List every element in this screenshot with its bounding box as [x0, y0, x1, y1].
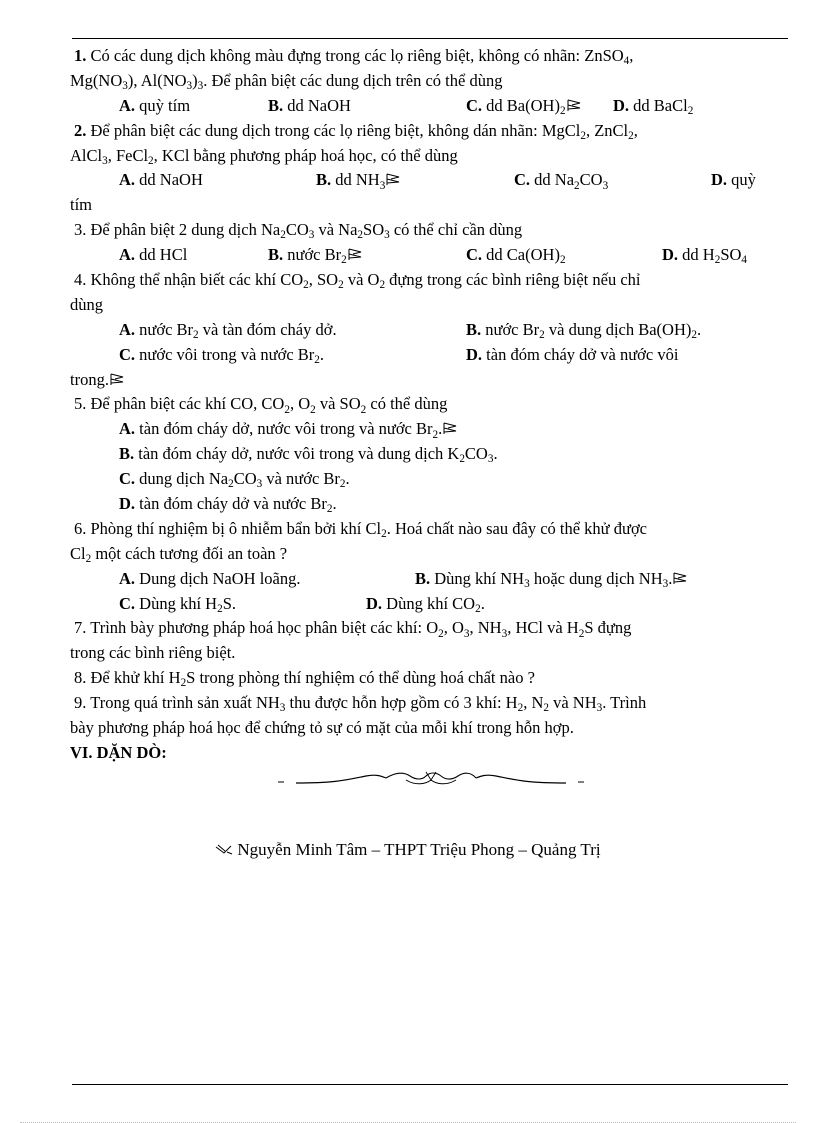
question-3-line-1: 3. Để phân biệt 2 dung dịch $Na_2CO_3$ và $Na_2SO_3$ có thể chỉ cần dùng — [74, 220, 523, 242]
option-a: A. dd HCl — [119, 245, 188, 265]
answer-flag-icon — [110, 373, 125, 386]
question-2-option-d-continued: tím — [70, 195, 93, 215]
question-4-line-1: 4. Không thể nhận biết các khí $CO_2$, $SO_2$ và $O_2$ đựng trong các bình riêng biệt nếu chỉ — [74, 270, 641, 292]
answer-flag-icon — [567, 99, 582, 112]
option-a: A. nước $Br_2$ và tàn đóm cháy dở. — [119, 319, 337, 341]
option-b: B. Dùng khí $NH_3$ hoặc dung dịch $NH_3$. — [415, 567, 688, 592]
question-5-option-b: B. tàn đóm cháy dở, nước vôi trong và dung dịch $K_2CO_3$. — [119, 444, 498, 466]
answer-flag-icon — [673, 572, 688, 585]
question-4-option-d-continued: trong. — [70, 368, 770, 393]
option-b: B. nước $Br_2$ — [268, 243, 363, 268]
option-b: B. nước $Br_2$ và dung dịch $Ba(OH)_2$. — [466, 319, 702, 341]
option-a: A. Dung dịch NaOH loãng. — [119, 568, 301, 588]
answer-flag-icon — [443, 422, 458, 435]
option-a: A. quỳ tím — [119, 95, 191, 115]
option-c: C. dd $Na_2CO_3$ — [514, 170, 609, 192]
question-9-line-1: 9. Trong quá trình sản xuất $NH_3$ thu được hỗn hợp gồm có 3 khí: $H_2$, $N_2$ và $NH_3$. Trình — [74, 693, 647, 715]
question-4-options-cd — [70, 343, 770, 368]
question-4-line-2: dùng — [70, 294, 103, 314]
question-2-line-2: AlCl$_3$, FeCl$_2$, KCl bằng phương pháp hoá học, có thể dùng — [70, 145, 458, 167]
author-text: Nguyễn Minh Tâm – THPT Triệu Phong – Quảng Trị — [237, 840, 601, 859]
document-body — [70, 44, 770, 766]
answer-flag-icon — [386, 173, 401, 186]
question-3-options — [70, 243, 770, 268]
top-rule — [72, 38, 788, 39]
option-c: C. dd $Ba(OH)_2$ — [466, 94, 582, 119]
question-1-line-1: 1. Có các dung dịch không màu đựng trong các lọ riêng biệt, không có nhãn: ZnSO$_4$, — [74, 46, 634, 68]
question-6-options-cd — [70, 592, 770, 617]
bottom-rule — [72, 1084, 788, 1085]
option-d: D. Dùng khí $CO_2$. — [366, 593, 485, 615]
question-8-line-1: 8. Để khử khí $H_2S$ trong phòng thí nghiệm có thể dùng hoá chất nào ? — [74, 668, 535, 690]
option-d: D. tàn đóm cháy dở và nước vôi — [466, 344, 679, 364]
section-heading: VI. DẶN DÒ: — [70, 742, 167, 762]
question-6-line-2: $Cl_2$ một cách tương đối an toàn ? — [70, 543, 288, 565]
question-6-line-1: 6. Phòng thí nghiệm bị ô nhiễm bẩn bởi khí $Cl_2$. Hoá chất nào sau đây có thể khử được — [74, 518, 647, 541]
option-c: C. Dùng khí $H_2S$. — [119, 593, 237, 615]
option-c: C. dd $Ca(OH)_2$ — [466, 245, 566, 267]
question-9-line-2: bày phương pháp hoá học để chứng tỏ sự có mặt của mỗi khí trong hỗn hợp. — [70, 718, 574, 738]
question-5-option-c: C. dung dịch $Na_2CO_3$ và nước $Br_2$. — [119, 469, 350, 491]
question-7-line-2: trong các bình riêng biệt. — [70, 643, 236, 663]
question-6-options-ab — [70, 567, 770, 592]
question-1-line-2: $Mg(NO_3)$, $Al(NO_3)_3$. Để phân biệt các dung dịch trên có thể dùng — [70, 70, 503, 93]
option-b: B. dd NaOH — [268, 95, 351, 115]
question-2-line-1: 2. Để phân biệt các dung dịch trong các lọ riêng biệt, không dán nhãn: MgCl$_2$, ZnCl$_2$, — [74, 120, 638, 142]
option-d: D. quỳ — [711, 170, 756, 190]
question-5-option-d: D. tàn đóm cháy dở và nước $Br_2$. — [119, 494, 337, 516]
answer-flag-icon — [348, 248, 363, 261]
decorative-divider-ornament — [276, 768, 586, 792]
author-credit — [0, 840, 816, 860]
question-5-line-1: 5. Để phân biệt các khí CO, $CO_2$, $O_2$ và $SO_2$ có thể dùng — [74, 394, 448, 416]
option-b: B. dd $NH_3$ — [316, 168, 401, 193]
option-d: D. dd $H_2SO_4$ — [662, 245, 748, 267]
question-1-options — [70, 94, 770, 119]
question-2-options — [70, 168, 770, 193]
option-d: D. dd BaCl$_2$ — [613, 95, 694, 117]
question-5-option-a: A. tàn đóm cháy dở, nước vôi trong và nước $Br_2$. — [70, 417, 770, 442]
question-4-options-ab — [70, 318, 770, 343]
option-a: A. dd NaOH — [119, 170, 203, 190]
writing-hand-icon — [215, 843, 233, 855]
question-7-line-1: 7. Trình bày phương pháp hoá học phân biệt các khí: $O_2$, $O_3$, $NH_3$, HCl và $H_2S$ đựng — [74, 618, 632, 640]
option-c: C. nước vôi trong và nước $Br_2$. — [119, 344, 325, 366]
